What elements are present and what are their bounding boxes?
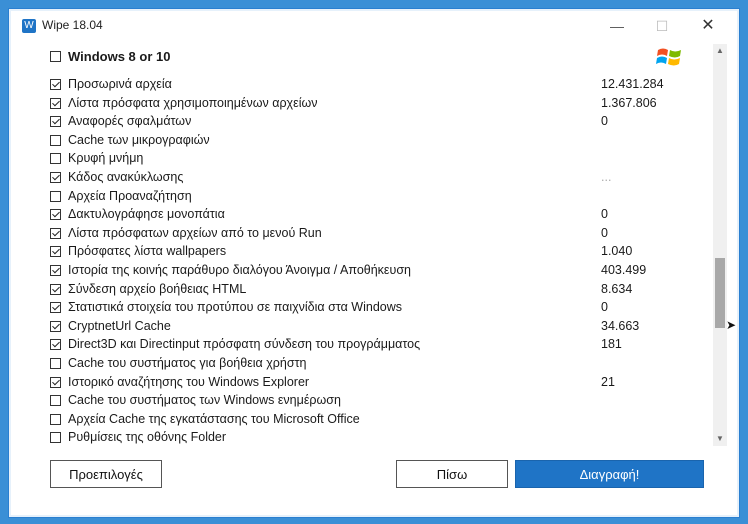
list-item[interactable]	[40, 225, 700, 243]
item-size-value: 12.431.284	[601, 77, 664, 91]
item-label: Αναφορές σφαλμάτων	[68, 114, 192, 129]
list-item[interactable]	[40, 113, 700, 131]
item-checkbox[interactable]	[50, 358, 61, 369]
item-size-value: ...	[601, 170, 612, 184]
scroll-thumb[interactable]	[715, 258, 725, 328]
list-item[interactable]	[40, 243, 700, 261]
item-checkbox[interactable]	[50, 116, 61, 127]
item-label: Ιστορικό αναζήτησης του Windows Explorer	[68, 374, 310, 389]
cleanup-items-list	[40, 46, 700, 446]
list-item[interactable]	[40, 299, 700, 317]
close-button[interactable]: ✕	[701, 17, 715, 34]
item-checkbox[interactable]	[50, 302, 61, 313]
item-size-value: 34.663	[601, 318, 640, 333]
item-size-value: 403.499	[601, 263, 647, 277]
item-label: Κάδος ανακύκλωσης	[68, 170, 184, 184]
minimize-button[interactable]: —	[610, 18, 624, 34]
group-header-label: Windows 8 or 10	[68, 49, 171, 64]
list-item[interactable]	[40, 132, 700, 150]
title-bar	[12, 12, 734, 40]
list-item[interactable]	[40, 429, 700, 447]
back-button[interactable]: Πίσω	[396, 460, 508, 488]
delete-button[interactable]: Διαγραφή!	[515, 460, 704, 488]
item-checkbox[interactable]	[50, 98, 61, 109]
item-label: Ρυθμίσεις της οθόνης Folder	[68, 430, 227, 445]
list-item[interactable]	[40, 281, 700, 299]
item-size-value: 181	[601, 337, 622, 352]
item-size-value: 0	[601, 225, 608, 240]
list-item[interactable]	[40, 95, 700, 113]
item-checkbox[interactable]	[50, 321, 61, 332]
vertical-scrollbar[interactable]	[713, 44, 727, 446]
window-title: Wipe 18.04	[42, 18, 103, 32]
list-item[interactable]	[40, 169, 700, 187]
item-label: Cache του συστήματος των Windows ενημέρωση	[68, 393, 341, 408]
item-label: CryptnetUrl Cache	[68, 318, 171, 333]
item-label: Λίστα πρόσφατων αρχείων από το μενού Run	[68, 225, 322, 240]
scroll-up-icon[interactable]: ▲	[716, 46, 724, 55]
item-checkbox[interactable]	[50, 265, 61, 276]
list-item[interactable]	[40, 150, 700, 168]
item-checkbox[interactable]	[50, 135, 61, 146]
item-label: Πρόσφατες λίστα wallpapers	[68, 244, 227, 259]
list-item[interactable]	[40, 76, 700, 94]
item-checkbox[interactable]	[50, 228, 61, 239]
item-checkbox[interactable]	[50, 339, 61, 350]
item-checkbox[interactable]	[50, 414, 61, 425]
mouse-cursor-icon: ➤	[726, 318, 737, 332]
item-size-value: 0	[601, 300, 608, 315]
item-checkbox[interactable]	[50, 432, 61, 443]
item-label: Προσωρινά αρχεία	[68, 77, 172, 91]
item-checkbox[interactable]	[50, 284, 61, 295]
item-label: Λίστα πρόσφατα χρησιμοποιημένων αρχείων	[68, 95, 318, 110]
item-label: Στατιστικά στοιχεία του προτύπου σε παιχνίδια στα Windows	[68, 300, 403, 315]
item-checkbox[interactable]	[50, 172, 61, 183]
item-size-value: 0	[601, 114, 608, 129]
list-item[interactable]	[40, 336, 700, 354]
item-label: Ιστορία της κοινής παράθυρο διαλόγου Άνοιγμα / Αποθήκευση	[68, 263, 411, 277]
list-item[interactable]	[40, 262, 700, 280]
item-checkbox[interactable]	[50, 246, 61, 257]
list-item[interactable]	[40, 392, 700, 410]
item-label: Σύνδεση αρχείο βοήθειας HTML	[68, 281, 247, 296]
item-label: Αρχεία Προαναζήτηση	[68, 188, 192, 203]
list-item[interactable]	[40, 206, 700, 224]
group-header-row[interactable]	[40, 48, 700, 66]
item-size-value: 1.367.806	[601, 95, 657, 110]
item-checkbox[interactable]	[50, 153, 61, 164]
list-item[interactable]	[40, 318, 700, 336]
item-checkbox[interactable]	[50, 191, 61, 202]
scroll-down-icon[interactable]: ▼	[716, 434, 724, 443]
list-item[interactable]	[40, 355, 700, 373]
item-checkbox[interactable]	[50, 209, 61, 220]
group-checkbox[interactable]	[50, 51, 61, 62]
app-icon: W	[22, 19, 36, 33]
item-label: Κρυφή μνήμη	[68, 151, 144, 166]
item-size-value: 1.040	[601, 244, 633, 259]
item-size-value: 0	[601, 207, 608, 222]
item-size-value: 21	[601, 374, 615, 389]
item-label: Direct3D και Directinput πρόσφατη σύνδεση του προγράμματος	[68, 337, 421, 352]
item-size-value: 8.634	[601, 281, 633, 296]
item-label: Αρχεία Cache της εγκατάστασης του Microsoft Office	[68, 411, 360, 426]
item-label: Cache των μικρογραφιών	[68, 132, 210, 147]
list-item[interactable]	[40, 188, 700, 206]
item-label: Cache του συστήματος για βοήθεια χρήστη	[68, 356, 307, 370]
item-checkbox[interactable]	[50, 395, 61, 406]
item-checkbox[interactable]	[50, 377, 61, 388]
item-label: Δακτυλογράφησε μονοπάτια	[68, 207, 225, 222]
item-checkbox[interactable]	[50, 79, 61, 90]
list-item[interactable]	[40, 374, 700, 392]
list-item[interactable]	[40, 411, 700, 429]
maximize-button[interactable]: ☐	[655, 18, 669, 34]
defaults-button[interactable]: Προεπιλογές	[50, 460, 162, 488]
